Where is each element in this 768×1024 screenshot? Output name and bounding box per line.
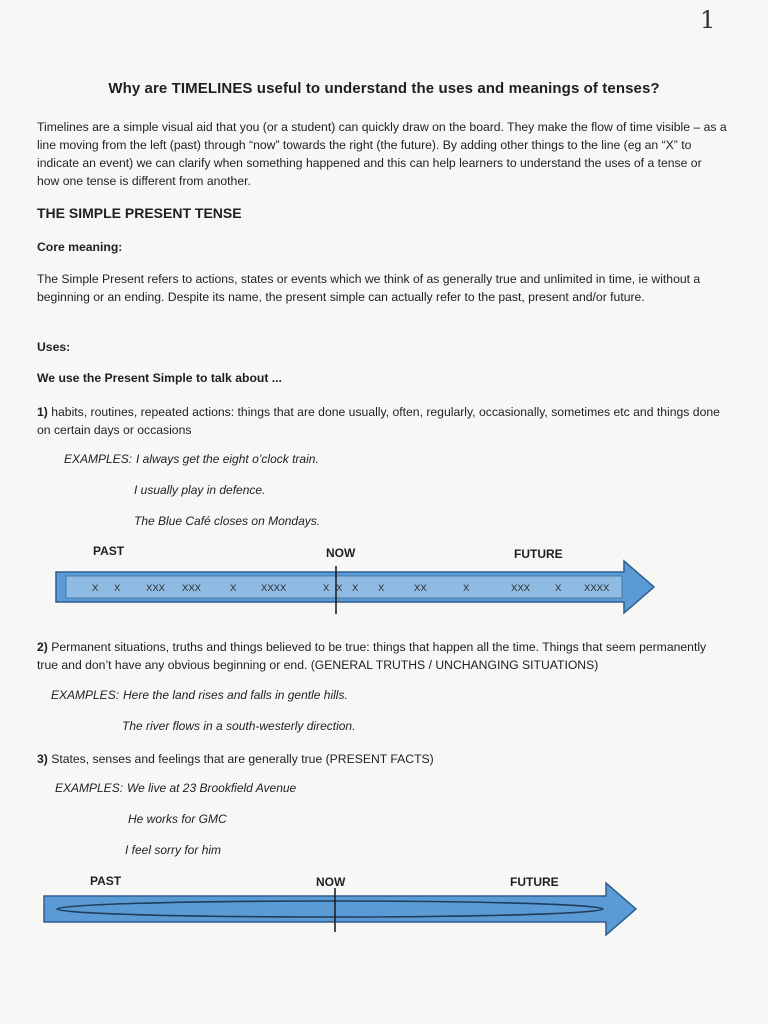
use-3-example-2: He works for GMC xyxy=(128,812,227,826)
timeline-1-event-mark: X xyxy=(336,583,343,594)
use-2-example-2: The river flows in a south-westerly direction. xyxy=(122,719,356,733)
use-2-examples-label: EXAMPLES: xyxy=(51,688,120,702)
uses-intro: We use the Present Simple to talk about ... xyxy=(37,371,282,385)
use-1-text: habits, routines, repeated actions: things that are done usually, often, regularly, occasionally, sometimes etc and things done on certain days or occasions xyxy=(37,405,720,437)
page-number: 1 xyxy=(700,6,716,34)
use-3-examples-label: EXAMPLES: xyxy=(55,781,124,795)
use-3-example-1: We live at 23 Brookfield Avenue xyxy=(127,781,297,795)
section-heading: THE SIMPLE PRESENT TENSE xyxy=(37,205,242,221)
use-1-example-1: I always get the eight o’clock train. xyxy=(136,452,319,466)
timeline-2-now-label: NOW xyxy=(316,875,346,889)
timeline-1-event-mark: X xyxy=(323,583,330,594)
core-meaning-label: Core meaning: xyxy=(37,240,123,254)
timeline-1-future-label: FUTURE xyxy=(514,547,563,561)
use-2-number: 2) xyxy=(37,640,48,654)
uses-label: Uses: xyxy=(37,340,71,354)
timeline-1-event-mark: XXX xyxy=(511,583,531,594)
timeline-2-future-label: FUTURE xyxy=(510,875,559,889)
use-3-number: 3) xyxy=(37,752,48,766)
use-3-text: States, senses and feelings that are generally true (PRESENT FACTS) xyxy=(47,752,434,766)
timeline-1-event-mark: XXXX xyxy=(584,583,610,594)
page-title: Why are TIMELINES useful to understand the uses and meanings of tenses? xyxy=(108,80,660,97)
timeline-1-event-mark: XXXX xyxy=(261,583,287,594)
timeline-1-event-mark: X xyxy=(352,583,359,594)
timeline-2-past-label: PAST xyxy=(90,874,122,888)
timeline-1-past-label: PAST xyxy=(93,544,125,558)
timeline-1-now-label: NOW xyxy=(326,546,356,560)
timeline-1-event-mark: X xyxy=(92,583,99,594)
use-1-number: 1) xyxy=(37,405,48,419)
timeline-1-event-mark: X xyxy=(230,583,237,594)
use-1-example-3: The Blue Café closes on Mondays. xyxy=(134,514,321,528)
use-2-text: Permanent situations, truths and things believed to be true: things that happen all the time. Things that seem permanently true and don’t have any obvious beginning or end. (GENERAL TRUTHS / UNCHANGING SITUATIONS) xyxy=(37,640,707,672)
timeline-1-event-mark: X xyxy=(463,583,470,594)
use-3-example-3: I feel sorry for him xyxy=(125,843,222,857)
use-1-examples-label: EXAMPLES: xyxy=(64,452,133,466)
use-1-example-2: I usually play in defence. xyxy=(134,483,266,497)
timeline-1-event-mark: XX xyxy=(414,583,427,594)
timeline-1-event-mark: X xyxy=(555,583,562,594)
timeline-1-event-mark: X xyxy=(378,583,385,594)
timeline-2-arrow xyxy=(44,883,636,935)
intro-paragraph: Timelines are a simple visual aid that you (or a student) can quickly draw on the board. They make the flow of time visible – as a line moving from the left (past) through “now” towards the right (the future). By adding other things to the line (eg an “X” to indicate an event) we can clarify when something happened and this can help learners to understand the uses of a tense or how one tense is different from another. xyxy=(37,120,727,188)
use-2-example-1: Here the land rises and falls in gentle hills. xyxy=(123,688,348,702)
core-meaning-text: The Simple Present refers to actions, states or events which we think of as generally true and unlimited in time, ie without a beginning or an ending. Despite its name, the present simple can actually refer to the past, present and/or future. xyxy=(37,272,701,304)
timeline-1-event-mark: X xyxy=(114,583,121,594)
timeline-1-event-mark: XXX xyxy=(146,583,166,594)
timeline-1-event-mark: XXX xyxy=(182,583,202,594)
